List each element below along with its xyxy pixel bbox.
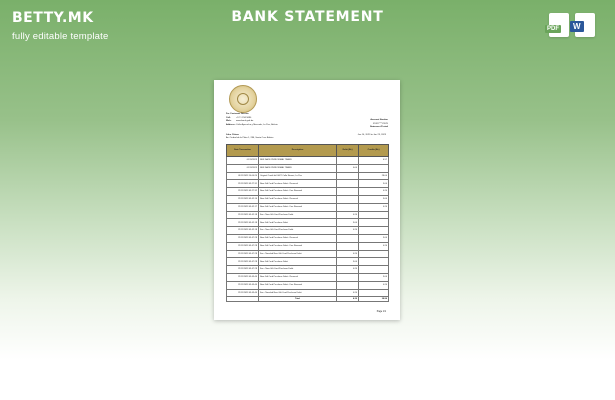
row-description: New Gift Card Purchase Debit - Reversal — [259, 234, 337, 242]
row-description: New Gift Card Purchase Debit - Fee Removal — [259, 203, 337, 211]
row-debit — [337, 195, 359, 203]
row-description: New Gift Card Purchase Debit - Fee Removal — [259, 242, 337, 250]
row-credit — [359, 289, 389, 297]
row-date: 21/11/2023 09:47:28 — [227, 258, 259, 266]
table-row — [227, 172, 389, 180]
row-debit — [337, 203, 359, 211]
contact-info — [226, 113, 306, 127]
customer-block — [226, 134, 386, 141]
transactions-table — [226, 144, 389, 302]
table-row — [227, 258, 389, 266]
table-row — [227, 211, 389, 219]
row-description: New Gift Card Purchase Debit - Reversal — [259, 195, 337, 203]
row-date: 21/11/2023 09:47:28 — [227, 234, 259, 242]
row-date: 21/11/2023 09:47:28 — [227, 242, 259, 250]
pdf-icon[interactable] — [549, 13, 569, 37]
table-row — [227, 234, 389, 242]
row-date: 21/11/2023 09:47:28 — [227, 250, 259, 258]
row-description: SEN DACE PERFORMAL TRANS — [259, 157, 337, 165]
brand-logo: BETTY.MK — [12, 10, 94, 26]
row-credit: 0.20 — [359, 242, 389, 250]
table-row — [227, 289, 389, 297]
row-description: New Gift Card Purchase Debit - Reversal — [259, 180, 337, 188]
table-row — [227, 164, 389, 172]
row-date: 21/11/2023 09:42:18 — [227, 227, 259, 235]
col-debit: Debit (Bs) — [337, 145, 359, 157]
row-description: Fee - Novolab New Gift Card Purchase Debit — [259, 289, 337, 297]
row-date: 01/11/2023 — [227, 164, 259, 172]
total-debit: 4.20 — [337, 297, 359, 302]
row-date: 21/11/2023 09:27:32 — [227, 188, 259, 196]
row-description: SEN DACE PERFORMAL TRANS — [259, 164, 337, 172]
table-row — [227, 273, 389, 281]
account-info — [338, 119, 388, 130]
row-credit — [359, 164, 389, 172]
bank-seal-icon — [229, 85, 257, 113]
total-credit: 38.86 — [359, 297, 389, 302]
row-credit: 3.00 — [359, 273, 389, 281]
row-debit — [337, 172, 359, 180]
row-date: 21/11/2023 09:49:44 — [227, 281, 259, 289]
row-debit — [337, 273, 359, 281]
total-row — [227, 297, 389, 302]
table-row — [227, 180, 389, 188]
row-credit: 4.97 — [359, 157, 389, 165]
customer-address: Av. Ciudad de la Plata 1, 286, Santa Cruz Bolivia — [226, 137, 274, 140]
row-credit: 0.20 — [359, 281, 389, 289]
page-number: Page 1/1 — [376, 311, 386, 313]
customer-name: John Citizen — [226, 134, 240, 136]
row-description: Fee - New Gift Card Purchase Debit — [259, 211, 337, 219]
pdf-label: PDF — [547, 26, 559, 32]
contact-heading: For Customer Service — [226, 113, 249, 115]
table-row — [227, 195, 389, 203]
row-debit: 3.00 — [337, 258, 359, 266]
row-debit: 0.20 — [337, 266, 359, 274]
word-icon[interactable] — [575, 13, 595, 37]
row-description: New Gift Card Purchase Debit - Reversal — [259, 273, 337, 281]
statement-period: Jan 14, 2023 to Jan 23, 2023 — [357, 134, 386, 136]
row-credit: 3.00 — [359, 234, 389, 242]
contact-line: Web: www.bank.gob.bo — [226, 120, 254, 122]
row-credit — [359, 258, 389, 266]
row-description: Original Credit Intl 0027 Calle Illimani, La Paz — [259, 172, 337, 180]
row-credit — [359, 227, 389, 235]
row-credit — [359, 266, 389, 274]
total-label: Total — [259, 297, 337, 302]
row-credit — [359, 211, 389, 219]
row-debit — [337, 234, 359, 242]
row-debit: 0.20 — [337, 227, 359, 235]
row-description: New Gift Card Purchase Debit — [259, 219, 337, 227]
row-debit: 0.20 — [337, 289, 359, 297]
row-description: Fee - New Gift Card Purchase Debit — [259, 266, 337, 274]
statement-period-label: Statement Period — [370, 126, 388, 128]
row-debit: 0.20 — [337, 250, 359, 258]
table-row — [227, 203, 389, 211]
word-label: W — [570, 21, 584, 32]
account-number-label: Account Number — [370, 119, 388, 121]
row-credit: 0.20 — [359, 188, 389, 196]
row-description: Fee - Novolab New Gift Card Purchase Debit — [259, 250, 337, 258]
row-debit — [337, 157, 359, 165]
row-description: New Gift Card Purchase Debit — [259, 258, 337, 266]
table-row — [227, 266, 389, 274]
row-date: 21/11/2023 09:47:28 — [227, 266, 259, 274]
row-debit: 0.20 — [337, 211, 359, 219]
row-description: Fee - New Gift Card Purchase Debit — [259, 227, 337, 235]
row-credit: 0.20 — [359, 203, 389, 211]
row-credit: 3.00 — [359, 195, 389, 203]
col-credits: Credits (Bs) — [359, 145, 389, 157]
row-date: 21/11/2023 09:42:17 — [227, 203, 259, 211]
table-row — [227, 219, 389, 227]
table-row — [227, 157, 389, 165]
table-row — [227, 242, 389, 250]
account-number: XXXX****XXXX — [372, 122, 388, 125]
page-title: BANK STATEMENT — [231, 9, 384, 25]
row-debit — [337, 180, 359, 188]
row-date: 01/11/2023 — [227, 157, 259, 165]
table-row — [227, 227, 389, 235]
contact-line: Call: +57 1 234 5890 — [226, 116, 252, 119]
table-row — [227, 250, 389, 258]
row-description: New Gift Card Purchase Debit - Fee Removal — [259, 188, 337, 196]
contact-line: Address:Calle Ayacucho y Mercado, La Paz, Bolivia — [226, 123, 278, 126]
row-credit — [359, 250, 389, 258]
row-date: 21/11/2023 09:49:44 — [227, 273, 259, 281]
col-date: Date Transaction — [227, 145, 259, 157]
row-date: 21/11/2023 09:42:18 — [227, 219, 259, 227]
table-row — [227, 188, 389, 196]
row-date: 21/11/2023 09:49:44 — [227, 289, 259, 297]
row-description: New Gift Card Purchase Debit - Fee Removal — [259, 281, 337, 289]
row-date: 21/11/2023 09:27:31 — [227, 180, 259, 188]
row-date: 01/11/2023 10:00:20 — [227, 172, 259, 180]
col-description: Description — [259, 145, 337, 157]
row-date: 21/11/2023 09:42:16 — [227, 195, 259, 203]
statement-preview — [214, 80, 400, 320]
row-debit: 3.00 — [337, 219, 359, 227]
row-credit: 28.00 — [359, 172, 389, 180]
row-debit: 0.00 — [337, 164, 359, 172]
row-credit: 3.00 — [359, 180, 389, 188]
row-debit — [337, 281, 359, 289]
row-date: 21/11/2023 09:42:18 — [227, 211, 259, 219]
row-debit — [337, 188, 359, 196]
brand-subtitle: fully editable template — [12, 31, 109, 42]
table-row — [227, 281, 389, 289]
row-debit — [337, 242, 359, 250]
row-credit — [359, 219, 389, 227]
